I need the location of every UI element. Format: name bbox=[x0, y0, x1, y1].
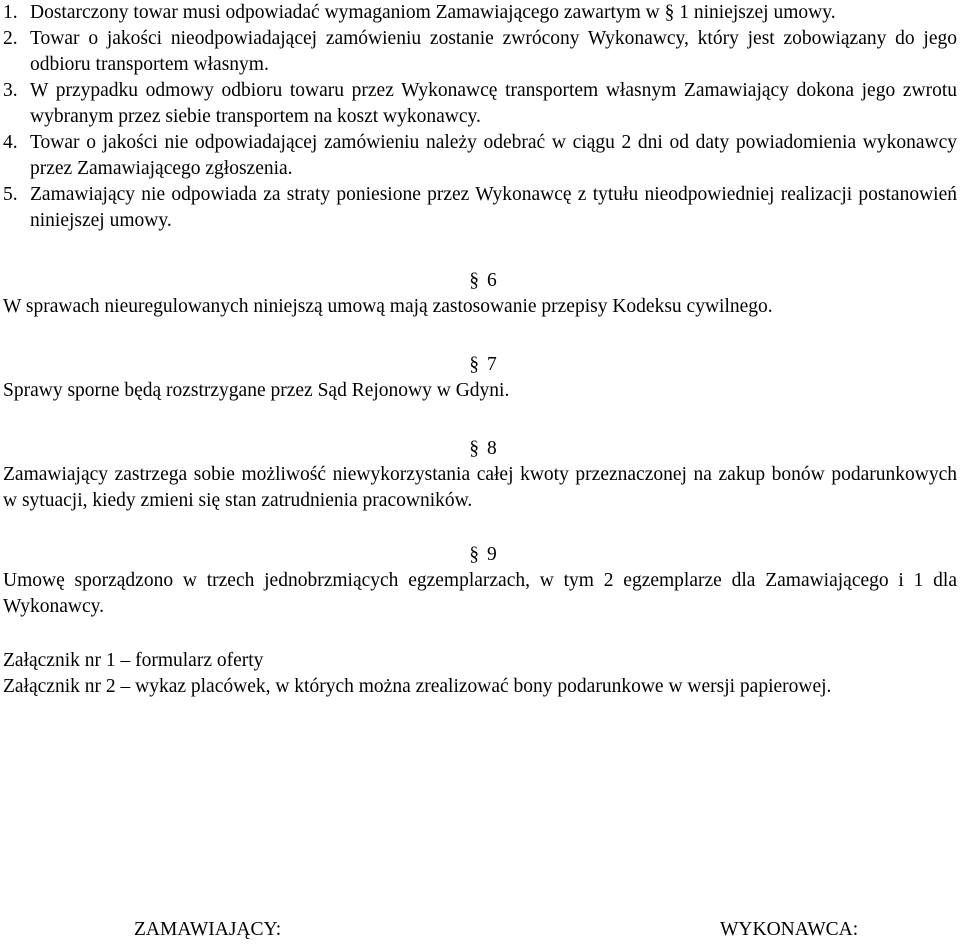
list-item bbox=[3, 26, 957, 78]
annex-2: Załącznik nr 2 – wykaz placówek, w których można zrealizować bony podarunkowe w wersji papierowej. bbox=[3, 676, 832, 697]
point-text: Towar o jakości nieodpowiadającej zamówieniu zostanie zwrócony Wykonawcy, który jest zobowiązany do jego odbioru transportem własnym. bbox=[30, 28, 957, 75]
section-number: 9 bbox=[487, 544, 497, 565]
signature-label-contracting: ZAMAWIAJĄCY: bbox=[134, 919, 282, 940]
point-number: 4. bbox=[3, 132, 18, 153]
point-number: 2. bbox=[3, 28, 18, 49]
point-number: 3. bbox=[3, 80, 18, 101]
points-list bbox=[3, 0, 957, 234]
paragraph-symbol: § bbox=[469, 354, 479, 375]
point-text: W przypadku odmowy odbioru towaru przez Wykonawcę transportem własnym Zamawiający dokona jego zwrotu wybranym przez siebie transportem na koszt wykonawcy. bbox=[30, 80, 957, 127]
list-item bbox=[3, 182, 957, 234]
point-text: Towar o jakości nie odpowiadającej zamówieniu należy odebrać w ciągu 2 dni od daty powiadomienia wykonawcy przez Zamawiającego zgłoszenia. bbox=[30, 132, 957, 179]
paragraph-symbol: § bbox=[469, 438, 479, 459]
document-page bbox=[3, 0, 957, 700]
section-7-text: Sprawy sporne będą rozstrzygane przez Sąd Rejonowy w Gdyni. bbox=[3, 380, 510, 401]
point-text: Zamawiający nie odpowiada za straty poniesione przez Wykonawcę z tytułu nieodpowiedniej realizacji postanowień niniejszej umowy. bbox=[30, 184, 957, 231]
point-number: 1. bbox=[3, 2, 18, 23]
section-8-text: Zamawiający zastrzega sobie możliwość niewykorzystania całej kwoty przeznaczonej na zakup bonów podarunkowych w sytuacji, kiedy zmieni się stan zatrudnienia pracowników. bbox=[3, 464, 957, 511]
section-heading-9 bbox=[3, 542, 957, 568]
list-item bbox=[3, 78, 957, 130]
section-number: 7 bbox=[487, 354, 497, 375]
paragraph-symbol: § bbox=[469, 544, 479, 565]
paragraph-symbol: § bbox=[469, 270, 479, 291]
signature-row bbox=[0, 917, 960, 943]
annex-1: Załącznik nr 1 – formularz oferty bbox=[3, 650, 264, 671]
list-item bbox=[3, 130, 957, 182]
section-heading-6 bbox=[3, 268, 957, 294]
point-text: Dostarczony towar musi odpowiadać wymaganiom Zamawiającego zawartym w § 1 niniejszej umowy. bbox=[30, 2, 836, 23]
section-heading-7 bbox=[3, 352, 957, 378]
section-number: 8 bbox=[487, 438, 497, 459]
section-9-text: Umowę sporządzono w trzech jednobrzmiących egzemplarzach, w tym 2 egzemplarze dla Zamawiającego i 1 dla Wykonawcy. bbox=[3, 570, 957, 617]
section-heading-8 bbox=[3, 436, 957, 462]
signature-label-contractor: WYKONAWCA: bbox=[720, 919, 859, 940]
section-6-text: W sprawach nieuregulowanych niniejszą umową mają zastosowanie przepisy Kodeksu cywilnego. bbox=[3, 296, 773, 317]
point-number: 5. bbox=[3, 184, 18, 205]
list-item bbox=[3, 0, 957, 26]
section-number: 6 bbox=[487, 270, 497, 291]
